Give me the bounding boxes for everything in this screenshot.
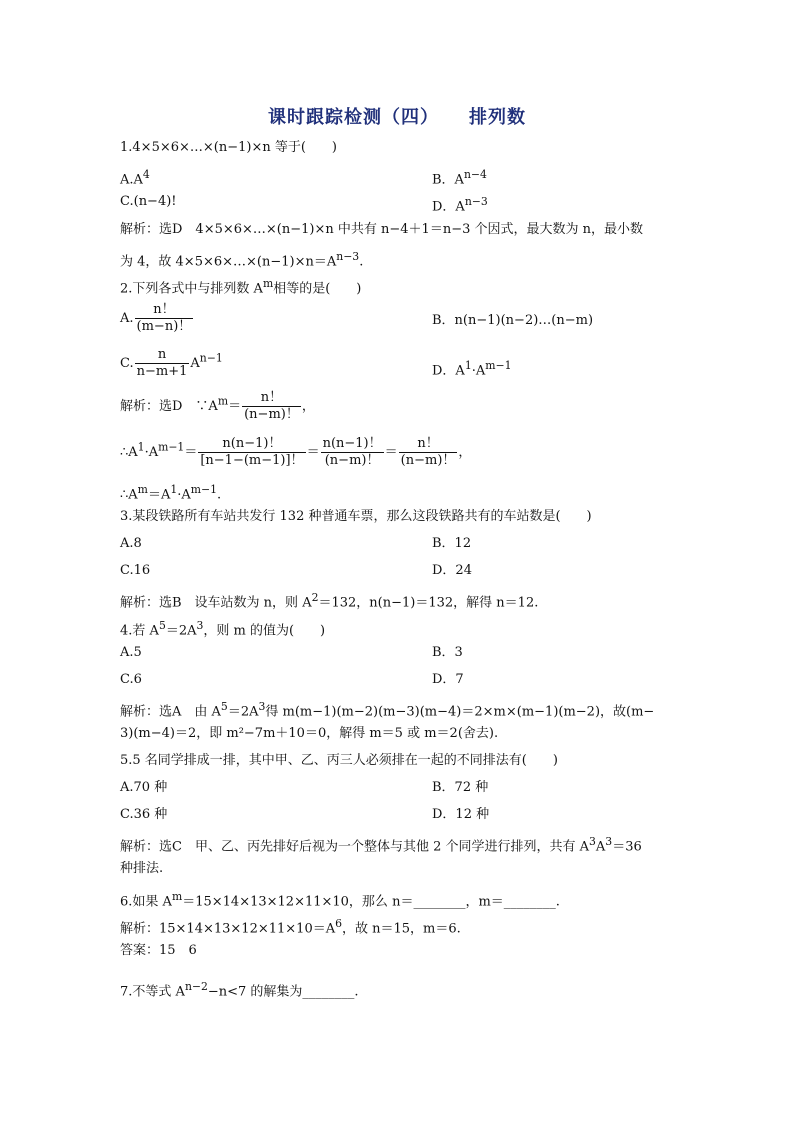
fraction: $\frac{n!}{(n-m)!}$	[400, 436, 456, 468]
fraction: $\frac{n!}{(n-m)!}$	[244, 390, 299, 422]
q2-solution-line2: $\therefore A^1\cdot A^{m-1}=$ $\frac{n(n-1)!}{[n-1-(m-1)]!}$ ＝ $\frac{n(n-1)!}{(n-m)!}$ ＝ $\frac{n!}{(n-m)!}$ ，	[120, 436, 472, 468]
q2-option-a: A. $\frac{n!}{(m-n)!}$	[120, 302, 192, 334]
q1-stem: 1.4×5×6×…×(n−1)×n 等于( )	[120, 140, 338, 155]
q6-stem: 6.如果 $A^m=15\times 14\times 13\times 12\times 11\times 10$，那么 n＝________，m＝________.	[120, 890, 560, 910]
q5-option-c: C.36 种	[120, 807, 168, 822]
q5-stem: 5.5 名同学排成一排，其中甲、乙、丙三人必须排在一起的不同排法有( )	[120, 753, 558, 768]
title-sub: 排列数	[469, 107, 526, 128]
q4-option-a: A.5	[120, 645, 142, 660]
q2-option-d: D．$A^1\cdot A^{m-1}$	[432, 359, 512, 379]
q3-option-d: D．24	[432, 563, 472, 578]
q1-option-c: C.(n−4)!	[120, 194, 177, 209]
fraction: $\frac{n(n-1)!}{[n-1-(m-1)]!}$	[200, 436, 304, 468]
q5-solution-line2: 种排法.	[120, 861, 164, 876]
q4-option-b: B．3	[432, 645, 463, 660]
q3-option-c: C.16	[120, 563, 151, 578]
q4-option-d: D．7	[432, 672, 464, 687]
title-main: 课时跟踪检测（四）	[268, 107, 439, 128]
q4-solution-line2: 3)(m−4)＝2，即 m²−7m＋10＝0，解得 m＝5 或 m＝2(舍去).	[120, 726, 499, 741]
q1-option-d: D．$A^{n-3}$	[432, 195, 488, 215]
fraction: $\frac{n(n-1)!}{(n-m)!}$	[322, 436, 382, 468]
q5-option-d: D．12 种	[432, 807, 490, 822]
q3-stem: 3.某段铁路所有车站共发行 132 种普通车票，那么这段铁路共有的车站数是( )	[120, 509, 592, 524]
q1-solution-line2: 为 4，故 $4\times 5\times 6\times\dots\times(n-1)\times n=A^{n-3}$.	[120, 250, 364, 270]
q4-option-c: C.6	[120, 672, 142, 687]
q6-answer: 答案：15 6	[120, 943, 197, 958]
fraction: $\frac{n!}{(m-n)!}$	[136, 302, 192, 334]
q3-option-b: B．12	[432, 536, 472, 551]
q5-option-b: B．72 种	[432, 780, 489, 795]
fraction: $\frac{n}{n-m+1}$	[136, 347, 188, 379]
q5-option-a: A.70 种	[120, 780, 168, 795]
q2-option-b: B．n(n−1)(n−2)…(n−m)	[432, 313, 594, 328]
q2-solution-line3: $\therefore A^m=A^1\cdot A^{m-1}$.	[120, 483, 222, 503]
q2-solution-line1: 解析：选D $\because A^m=$ $\frac{n!}{(n-m)!}$ ，	[120, 390, 315, 422]
q4-stem: 4.若 $A^5=2A^3$，则 m 的值为( )	[120, 619, 326, 639]
q7-stem: 7.不等式 $A^{n-2}-n<7$ 的解集为________.	[120, 980, 359, 1000]
q1-option-b: B．$A^{n-4}$	[432, 168, 487, 188]
q1-option-a: $A.A^4$	[120, 168, 150, 188]
q2-stem: 2.下列各式中与排列数 $A^m$相等的是( )	[120, 277, 362, 297]
q1-solution-line1: 解析：选D 4×5×6×…×(n−1)×n 中共有 n−4＋1＝n−3 个因式，最大数为 n，最小数	[120, 222, 643, 237]
q6-solution: 解析：$15\times 14\times 13\times 12\times 11\times 10=A^6$，故 n＝15，m＝6.	[120, 917, 461, 937]
q3-option-a: A.8	[120, 536, 142, 551]
q3-solution: 解析：选B 设车站数为 n，则 $A^2=132$，n(n−1)＝132，解得 n＝12.	[120, 591, 539, 611]
q5-solution-line1: 解析：选C 甲、乙、丙先排好后视为一个整体与其他 2 个同学进行排列，共有 $A^3A^3=36$	[120, 835, 642, 855]
q4-solution-line1: 解析：选A 由 $A^5=2A^3$得 m(m−1)(m−2)(m−3)(m−4)＝2×m×(m−1)(m−2)，故(m−	[120, 700, 655, 720]
q2-option-c: C. $\frac{n}{n-m+1}$ $A^{n-1}$	[120, 347, 223, 379]
page-title	[0, 103, 794, 129]
